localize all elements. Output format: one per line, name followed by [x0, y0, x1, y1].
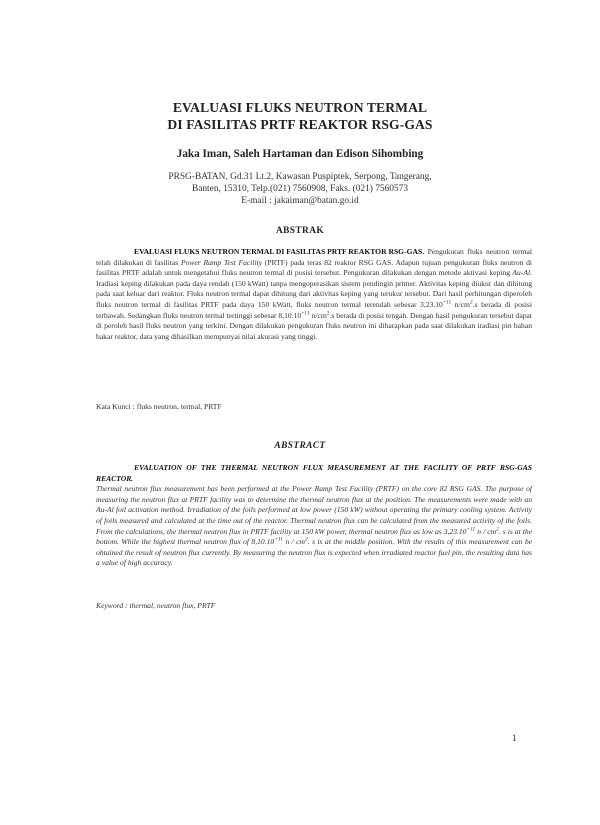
- abstract-text-2: . s is at the bottom. While the highest thermal neutron flux of 8,10.10: [96, 526, 532, 547]
- abstrak-foil-term: Au-Al.: [512, 268, 532, 278]
- abstrak-text-2: (PRTF) pada teras 82 reaktor RSG GAS. Adapun tujuan pengukuran fluks neutron di fasilitas PRTF adalah untuk mengetahui fluks neutron termal di posisi tersebut. Pengukuran dilakukan dengan metode aktivasi keping: [96, 257, 532, 278]
- abstract-lead: EVALUATION OF THE THERMAL NEUTRON FLUX MEASUREMENT AT THE FACILITY OF PRTF RSG-GAS REACTOR.: [96, 463, 532, 483]
- abstrak-heading: ABSTRAK: [275, 226, 325, 236]
- abstrak-facility-term: Power Ramp Test Facility: [180, 257, 263, 267]
- title-line-2: DI FASILITAS PRTF REAKTOR RSG-GAS: [167, 117, 433, 132]
- abstrak-text-4: .s berada di posisi terbawah. Sedangkan fluks neutron termal tertinggi sebesar 8,10.10: [96, 299, 532, 320]
- page-number: 1: [512, 733, 517, 743]
- affiliation-email: E-mail : jakaiman@batan.go.id: [241, 196, 359, 206]
- abstrak-exp-low: +11: [442, 299, 452, 306]
- paper-title: [0, 99, 600, 133]
- abstract-exp-high: +11: [274, 536, 284, 543]
- abstract-text-1: Thermal neutron flux measurement has been performed at the Power Ramp Test Facility (PRTF) on the core 82 RSG GAS. The purpose of measuring the neutron flux at PRTF facility was to determine the thermal neutron flux at the position. The measurements were made with an Au-Al foil activation method. Irradiation of the foils performed at low power (150 kW) without operating the primary cooling system. Activity of foils measured and calculated at the time out of the reactor. Thermal neutron flux can be calculated from the measured activity of the foils. From the calculations, the thermal neutron flux in PRTF facility at 150 kW power, thermal neutron flux as low as 3,23.10: [96, 484, 532, 536]
- abstract-text-3: . s is at the middle position. With the results of this measurement can be obtained the result of neutron flux currently. By measuring the neutron flux is expected when irradiated reactor fuel pin, the resulting data has a value of high accuracy.: [96, 537, 532, 568]
- abstrak-text-5: .s berada di posisi tengah. Dengan hasil pengukuran tersebut dapat di peroleh hasil fluks neutron yang terkini. Dengan dilakukan pengukuran fluks neutron ini diharapkan pada saat dilakukan iradiasi pin bahan bakar reaktor, data yang dihasilkan mempunyai nilai akurasi yang tinggi.: [96, 310, 532, 341]
- abstract-sq-b: 2: [305, 536, 308, 543]
- abstrak-text-1: Pengukuran fluks neutron termal telah dilakukan di fasilitas: [96, 247, 532, 267]
- affiliation: [0, 171, 600, 207]
- abstrak-unit-b: n/cm: [309, 310, 327, 320]
- abstract-unit-b: n / cm: [283, 537, 306, 547]
- abstrak-lead: EVALUASI FLUKS NEUTRON TERMAL DI FASILITAS PRTF REAKTOR RSG-GAS.: [134, 247, 425, 256]
- author-list: Jaka Iman, Saleh Hartaman dan Edison Sihombing: [176, 148, 424, 160]
- title-line-1: EVALUASI FLUKS NEUTRON TERMAL: [172, 100, 428, 115]
- abstract-unit-a: n / cm: [475, 526, 497, 536]
- abstrak-keywords: Kata Kunci : fluks neutron, termal, PRTF: [96, 402, 222, 411]
- affiliation-line-2: Banten, 15310, Telp.(021) 7560908, Faks. (021) 7560573: [191, 184, 409, 194]
- abstract-exp-low: +11: [466, 526, 476, 533]
- abstrak-sq-a: 2: [469, 299, 473, 306]
- affiliation-line-1: PRSG-BATAN, Gd.31 Lt.2, Kawasan Puspiptek, Serpong, Tangerang,: [168, 172, 432, 182]
- abstrak-sq-b: 2: [326, 310, 330, 317]
- abstrak-body: [96, 247, 532, 342]
- abstract-keywords: Keyword : thermal, neutron flux, PRTF: [96, 601, 216, 610]
- abstract-heading: ABSTRACT: [274, 441, 326, 451]
- abstrak-unit-a: n/cm: [451, 299, 470, 309]
- abstrak-exp-high: +11: [301, 310, 310, 317]
- abstract-sq-a: 2: [496, 526, 499, 533]
- abstract-body: [96, 463, 532, 569]
- abstrak-text-3: Iradiasi keping dilakukan pada daya rendah (150 kWatt) tanpa mengoperasikan sistem pendingin primer. Aktivitas keping diukur dan dihitung pada saat keluar dari reaktor. Fluks neutron termal dapat dihitung dari aktivitas keping yang terukur tersebut. Dari hasil perhitungan diperoleh fluks neutron termal di fasilitas PRTF pada daya 150 kWatt, fluks neutron termal terendah sebesar 3,23.10: [96, 278, 532, 309]
